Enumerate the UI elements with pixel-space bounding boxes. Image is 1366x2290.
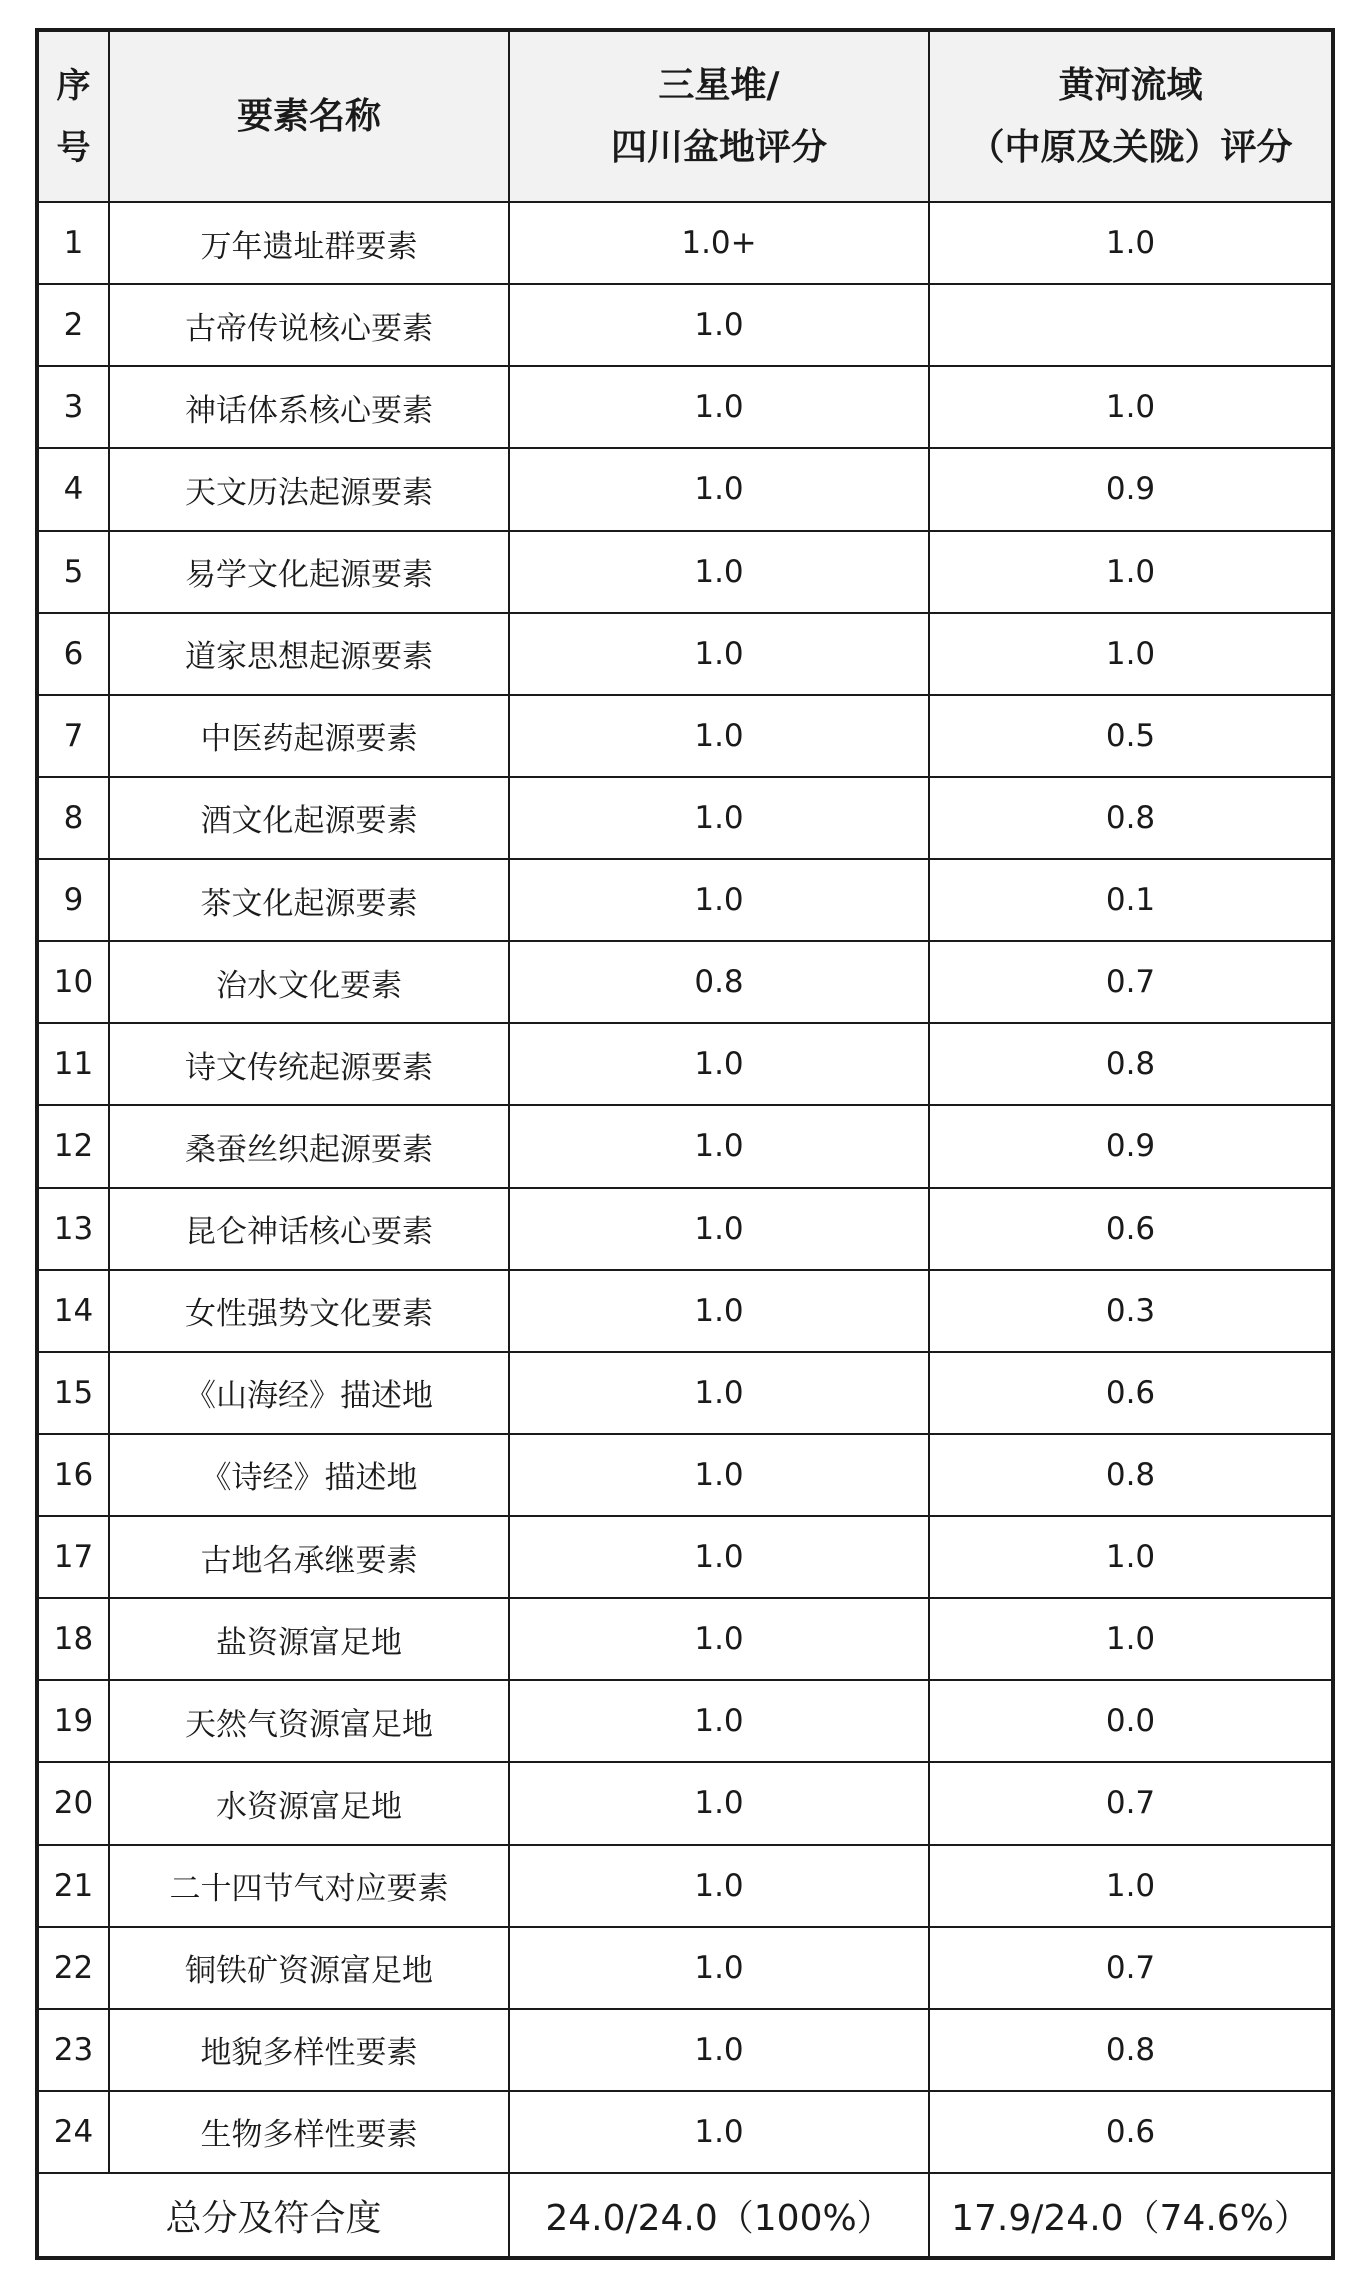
row-element-name-cell: 易学文化起源要素 [109,531,509,613]
row-yellow-river-score-cell: 1.0 [929,1598,1333,1680]
row-yellow-river-score-cell: 1.0 [929,1845,1333,1927]
row-yellow-river-score-cell: 0.6 [929,2091,1333,2173]
footer-yellow-river-total: 17.9/24.0（74.6%） [929,2173,1333,2258]
row-sanxingdui-score-cell: 1.0 [509,1023,929,1105]
row-sanxingdui-score-cell: 1.0 [509,1105,929,1187]
table-row [37,777,1333,859]
row-index-cell: 22 [37,1927,109,2009]
row-yellow-river-score-cell: 0.8 [929,1434,1333,1516]
table-row [37,1762,1333,1844]
header-yellow-river-line1: 黄河流域 [1058,64,1203,106]
table-row [37,1845,1333,1927]
table-row [37,531,1333,613]
table-row [37,1188,1333,1270]
row-index-cell: 3 [37,366,109,448]
row-sanxingdui-score-cell: 1.0 [509,2091,929,2173]
row-element-name-cell: 中医药起源要素 [109,695,509,777]
row-yellow-river-score-cell: 0.3 [929,1270,1333,1352]
row-element-name-cell: 万年遗址群要素 [109,202,509,284]
row-element-name-cell: 女性强势文化要素 [109,1270,509,1352]
row-sanxingdui-score-cell: 1.0 [509,1680,929,1762]
table-row [37,1516,1333,1598]
row-index-cell: 18 [37,1598,109,1680]
row-yellow-river-score-cell: 0.9 [929,448,1333,530]
row-sanxingdui-score-cell: 1.0 [509,531,929,613]
row-sanxingdui-score-cell: 1.0 [509,859,929,941]
row-element-name-cell: 桑蚕丝织起源要素 [109,1105,509,1187]
row-index-cell: 24 [37,2091,109,2173]
row-element-name-cell: 天文历法起源要素 [109,448,509,530]
table-row [37,1105,1333,1187]
header-sanxingdui-score [509,30,929,202]
row-index-cell: 7 [37,695,109,777]
row-sanxingdui-score-cell: 1.0 [509,2009,929,2091]
row-sanxingdui-score-cell: 1.0 [509,777,929,859]
row-index-cell: 5 [37,531,109,613]
row-element-name-cell: 神话体系核心要素 [109,366,509,448]
row-element-name-cell: 《诗经》描述地 [109,1434,509,1516]
row-index-cell: 6 [37,613,109,695]
row-sanxingdui-score-cell: 1.0 [509,1598,929,1680]
table-row [37,613,1333,695]
row-element-name-cell: 古帝传说核心要素 [109,284,509,366]
table-body [37,202,1333,2173]
row-element-name-cell: 生物多样性要素 [109,2091,509,2173]
table-row [37,448,1333,530]
table-row [37,366,1333,448]
row-element-name-cell: 酒文化起源要素 [109,777,509,859]
score-table-container [35,28,1331,2260]
table-row [37,1434,1333,1516]
row-index-cell: 12 [37,1105,109,1187]
row-element-name-cell: 铜铁矿资源富足地 [109,1927,509,2009]
row-yellow-river-score-cell: 0.6 [929,1352,1333,1434]
row-yellow-river-score-cell: 1.0 [929,366,1333,448]
row-sanxingdui-score-cell: 1.0 [509,613,929,695]
table-row [37,1270,1333,1352]
row-element-name-cell: 水资源富足地 [109,1762,509,1844]
row-sanxingdui-score-cell: 1.0 [509,1762,929,1844]
table-row [37,2091,1333,2173]
row-yellow-river-score-cell: 0.7 [929,941,1333,1023]
footer-label: 总分及符合度 [37,2173,509,2258]
row-element-name-cell: 盐资源富足地 [109,1598,509,1680]
row-yellow-river-score-cell: 0.6 [929,1188,1333,1270]
row-yellow-river-score-cell: 0.7 [929,1762,1333,1844]
row-yellow-river-score-cell: 1.0 [929,531,1333,613]
row-yellow-river-score-cell: 1.0 [929,1516,1333,1598]
row-index-cell: 11 [37,1023,109,1105]
row-element-name-cell: 道家思想起源要素 [109,613,509,695]
score-comparison-table [35,28,1335,2260]
row-element-name-cell: 古地名承继要素 [109,1516,509,1598]
table-header-row [37,30,1333,202]
header-yellow-river-score [929,30,1333,202]
row-index-cell: 9 [37,859,109,941]
row-sanxingdui-score-cell: 1.0+ [509,202,929,284]
row-sanxingdui-score-cell: 1.0 [509,1188,929,1270]
row-yellow-river-score-cell: 1.0 [929,202,1333,284]
row-yellow-river-score-cell: 0.0 [929,1680,1333,1762]
row-element-name-cell: 诗文传统起源要素 [109,1023,509,1105]
row-sanxingdui-score-cell: 1.0 [509,284,929,366]
row-sanxingdui-score-cell: 1.0 [509,1845,929,1927]
row-element-name-cell: 茶文化起源要素 [109,859,509,941]
row-yellow-river-score-cell: 0.7 [929,1927,1333,2009]
header-index-line2: 号 [56,127,91,168]
row-sanxingdui-score-cell: 1.0 [509,695,929,777]
row-index-cell: 8 [37,777,109,859]
row-index-cell: 21 [37,1845,109,1927]
row-element-name-cell: 《山海经》描述地 [109,1352,509,1434]
table-row [37,695,1333,777]
row-index-cell: 10 [37,941,109,1023]
table-row [37,1023,1333,1105]
row-index-cell: 19 [37,1680,109,1762]
header-index-line1: 序 [56,65,91,106]
row-index-cell: 1 [37,202,109,284]
row-yellow-river-score-cell: 0.8 [929,777,1333,859]
table-row [37,941,1333,1023]
row-element-name-cell: 昆仑神话核心要素 [109,1188,509,1270]
row-index-cell: 16 [37,1434,109,1516]
row-yellow-river-score-cell: 0.8 [929,1023,1333,1105]
header-yellow-river-line2: （中原及关陇）评分 [968,126,1293,168]
header-sanxingdui-line2: 四川盆地评分 [610,126,827,168]
row-sanxingdui-score-cell: 1.0 [509,366,929,448]
header-sanxingdui-line1: 三星堆/ [658,64,780,106]
row-sanxingdui-score-cell: 1.0 [509,1434,929,1516]
row-element-name-cell: 天然气资源富足地 [109,1680,509,1762]
row-index-cell: 4 [37,448,109,530]
row-sanxingdui-score-cell: 1.0 [509,1927,929,2009]
row-element-name-cell: 地貌多样性要素 [109,2009,509,2091]
row-yellow-river-score-cell: 0.8 [929,2009,1333,2091]
table-row [37,284,1333,366]
row-index-cell: 17 [37,1516,109,1598]
row-yellow-river-score-cell: 1.0 [929,613,1333,695]
row-index-cell: 2 [37,284,109,366]
row-element-name-cell: 治水文化要素 [109,941,509,1023]
row-sanxingdui-score-cell: 1.0 [509,1270,929,1352]
row-element-name-cell: 二十四节气对应要素 [109,1845,509,1927]
table-row [37,1598,1333,1680]
table-row [37,2009,1333,2091]
row-index-cell: 13 [37,1188,109,1270]
row-sanxingdui-score-cell: 1.0 [509,448,929,530]
table-row [37,1927,1333,2009]
row-sanxingdui-score-cell: 0.8 [509,941,929,1023]
header-element-name: 要素名称 [109,30,509,202]
table-row [37,1680,1333,1762]
header-index [37,30,109,202]
table-row [37,859,1333,941]
table-row [37,202,1333,284]
row-yellow-river-score-cell: 0.1 [929,859,1333,941]
row-sanxingdui-score-cell: 1.0 [509,1516,929,1598]
row-index-cell: 20 [37,1762,109,1844]
footer-sanxingdui-total: 24.0/24.0（100%） [509,2173,929,2258]
row-index-cell: 23 [37,2009,109,2091]
row-sanxingdui-score-cell: 1.0 [509,1352,929,1434]
row-yellow-river-score-cell: 0.5 [929,695,1333,777]
row-index-cell: 15 [37,1352,109,1434]
row-yellow-river-score-cell [929,284,1333,366]
row-index-cell: 14 [37,1270,109,1352]
table-row [37,1352,1333,1434]
table-footer-row [37,2173,1333,2258]
row-yellow-river-score-cell: 0.9 [929,1105,1333,1187]
